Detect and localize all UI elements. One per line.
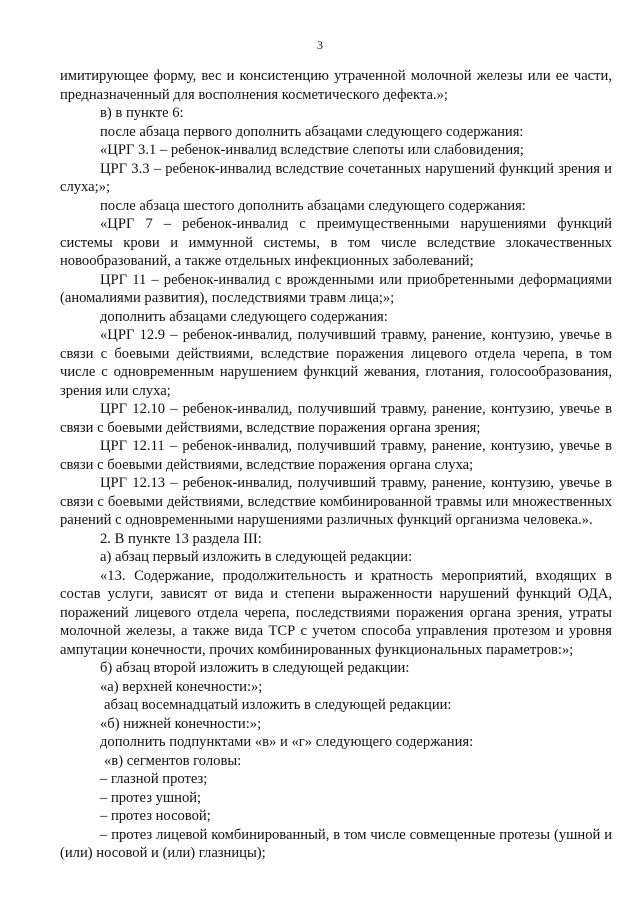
paragraph: ЦРГ 11 – ребенок-инвалид с врожденными или приобретенными деформациями (аномалиями развития), последствиями травм лица;»; xyxy=(60,271,612,306)
paragraph: «б) нижней конечности:»; xyxy=(100,715,262,732)
paragraph: дополнить подпунктами «в» и «г» следующего содержания: xyxy=(100,734,474,750)
paragraph: а) абзац первый изложить в следующей редакции: xyxy=(100,549,413,565)
paragraph: – протез лицевой комбинированный, в том числе совмещенные протезы (ушной и (или) носовой и (или) глазницы); xyxy=(60,826,612,861)
paragraph: «а) верхней конечности:»; xyxy=(100,678,263,695)
page-number: 3 xyxy=(317,38,323,52)
paragraph: б) абзац второй изложить в следующей редакции: xyxy=(100,660,410,676)
paragraph: «ЦРГ 3.1 – ребенок-инвалид вследствие слепоты или слабовидения; xyxy=(100,142,524,158)
paragraph: ЦРГ 12.10 – ребенок-инвалид, получивший травму, ранение, контузию, увечье в связи с боевыми действиями, вследствие поражения органа зрения; xyxy=(60,401,612,436)
paragraph: абзац восемнадцатый изложить в следующей редакции: xyxy=(104,697,452,713)
paragraph: – протез ушной; xyxy=(100,789,202,806)
paragraph: ЦРГ 3.3 – ребенок-инвалид вследствие сочетанных нарушений функций зрения и слуха;»; xyxy=(60,160,612,195)
paragraph: – глазной протез; xyxy=(100,771,208,787)
paragraph: ЦРГ 12.13 – ребенок-инвалид, получивший травму, ранение, контузию, увечье в связи с боевыми действиями, вследствие комбинированной травмы или множественных ранений с одновременными нарушениями различных функций организма человека.». xyxy=(60,475,612,528)
paragraph: имитирующее форму, вес и консистенцию утраченной молочной железы или ее части, предназначенный для восполнения косметического дефекта.»; xyxy=(60,68,612,103)
paragraph: ЦРГ 12.11 – ребенок-инвалид, получивший травму, ранение, контузию, увечье в связи с боевыми действиями, вследствие поражения органа слуха; xyxy=(60,438,612,473)
paragraph: «в) сегментов головы: xyxy=(104,752,242,769)
paragraph: после абзаца шестого дополнить абзацами следующего содержания: xyxy=(100,197,526,214)
paragraph: дополнить абзацами следующего содержания: xyxy=(100,308,388,325)
paragraph: 2. В пункте 13 раздела III: xyxy=(100,530,262,547)
paragraph: «ЦРГ 12.9 – ребенок-инвалид, получивший травму, ранение, контузию, увечье в связи с боевыми действиями, вследствие поражения лицевого отдела черепа, в том числе с одновременным нарушением функций жевания, глотания, голосообразования, зрения или слуха; xyxy=(60,327,612,399)
paragraph: «13. Содержание, продолжительность и кратность мероприятий, входящих в состав услуги, зависят от вида и степени выраженности нарушений функций ОДА, поражений лицевого отдела черепа, последствиями поражения органа зрения, утраты молочной железы, а также вида ТСР с учетом способа управления протезом и уровня ампутации конечности, прочих комбинированных функциональных параметров:»; xyxy=(60,567,612,658)
document-body xyxy=(60,67,612,863)
paragraph: «ЦРГ 7 – ребенок-инвалид с преимущественными нарушениями функций системы крови и иммунной системы, в том числе вследствие злокачественных новообразований, а также отдельных инфекционных заболеваний; xyxy=(60,216,612,269)
paragraph: в) в пункте 6: xyxy=(100,105,184,121)
paragraph: после абзаца первого дополнить абзацами следующего содержания: xyxy=(100,123,524,140)
paragraph: – протез носовой; xyxy=(100,808,211,824)
